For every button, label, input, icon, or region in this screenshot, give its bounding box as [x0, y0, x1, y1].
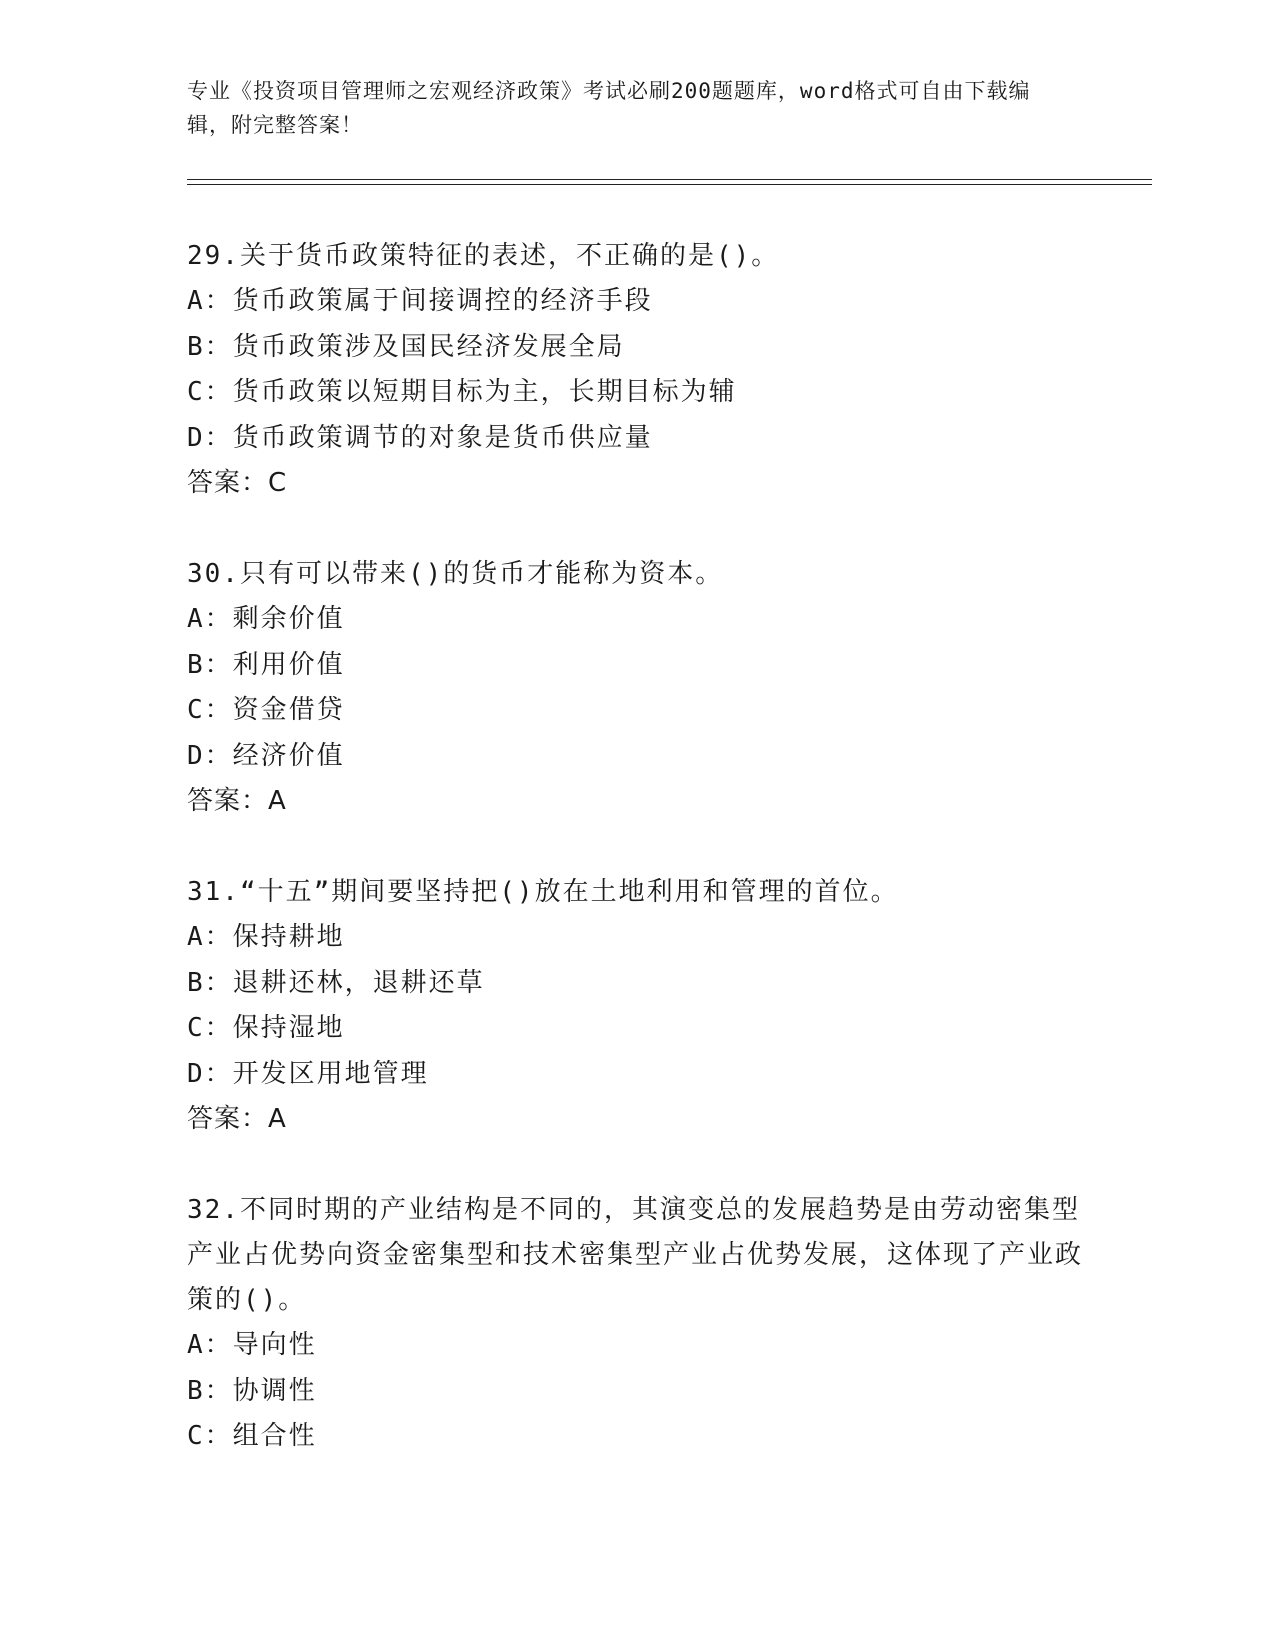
option-c: C：资金借贷 [187, 695, 345, 725]
question-29 [187, 234, 1087, 507]
option-b: B：退耕还林，退耕还草 [187, 967, 485, 998]
answer: 答案：C [187, 468, 288, 498]
option-d: D：货币政策调节的对象是货币供应量 [187, 422, 653, 453]
header-divider-bottom [187, 184, 1152, 185]
option-d: D：开发区用地管理 [187, 1058, 429, 1089]
option-d: D：经济价值 [187, 740, 345, 771]
option-a: A：货币政策属于间接调控的经济手段 [187, 286, 653, 316]
question-stem: 31.“十五”期间要坚持把()放在土地利用和管理的首位。 [187, 877, 899, 907]
document-header: 专业《投资项目管理师之宏观经济政策》考试必刷200题题库，word格式可自由下载编辑，附完整答案！ [187, 79, 1031, 137]
question-31 [187, 870, 1087, 1143]
question-30 [187, 552, 1087, 825]
header-divider-top [187, 179, 1152, 180]
option-b: B：利用价值 [187, 649, 345, 680]
question-32 [187, 1188, 1087, 1460]
option-b: B：协调性 [187, 1375, 317, 1406]
answer: 答案：A [187, 786, 287, 816]
question-stem: 32.不同时期的产业结构是不同的，其演变总的发展趋势是由劳动密集型产业占优势向资金密集型和技术密集型产业占优势发展，这体现了产业政策的()。 [187, 1195, 1084, 1315]
answer: 答案：A [187, 1104, 287, 1134]
option-b: B：货币政策涉及国民经济发展全局 [187, 331, 625, 362]
question-stem: 29.关于货币政策特征的表述，不正确的是()。 [187, 241, 780, 271]
question-stem: 30.只有可以带来()的货币才能称为资本。 [187, 559, 724, 589]
option-a: A：导向性 [187, 1330, 317, 1360]
option-c: C：组合性 [187, 1421, 317, 1451]
option-c: C：保持湿地 [187, 1013, 345, 1043]
option-a: A：剩余价值 [187, 604, 345, 634]
option-a: A：保持耕地 [187, 922, 345, 952]
option-c: C：货币政策以短期目标为主，长期目标为辅 [187, 377, 737, 407]
